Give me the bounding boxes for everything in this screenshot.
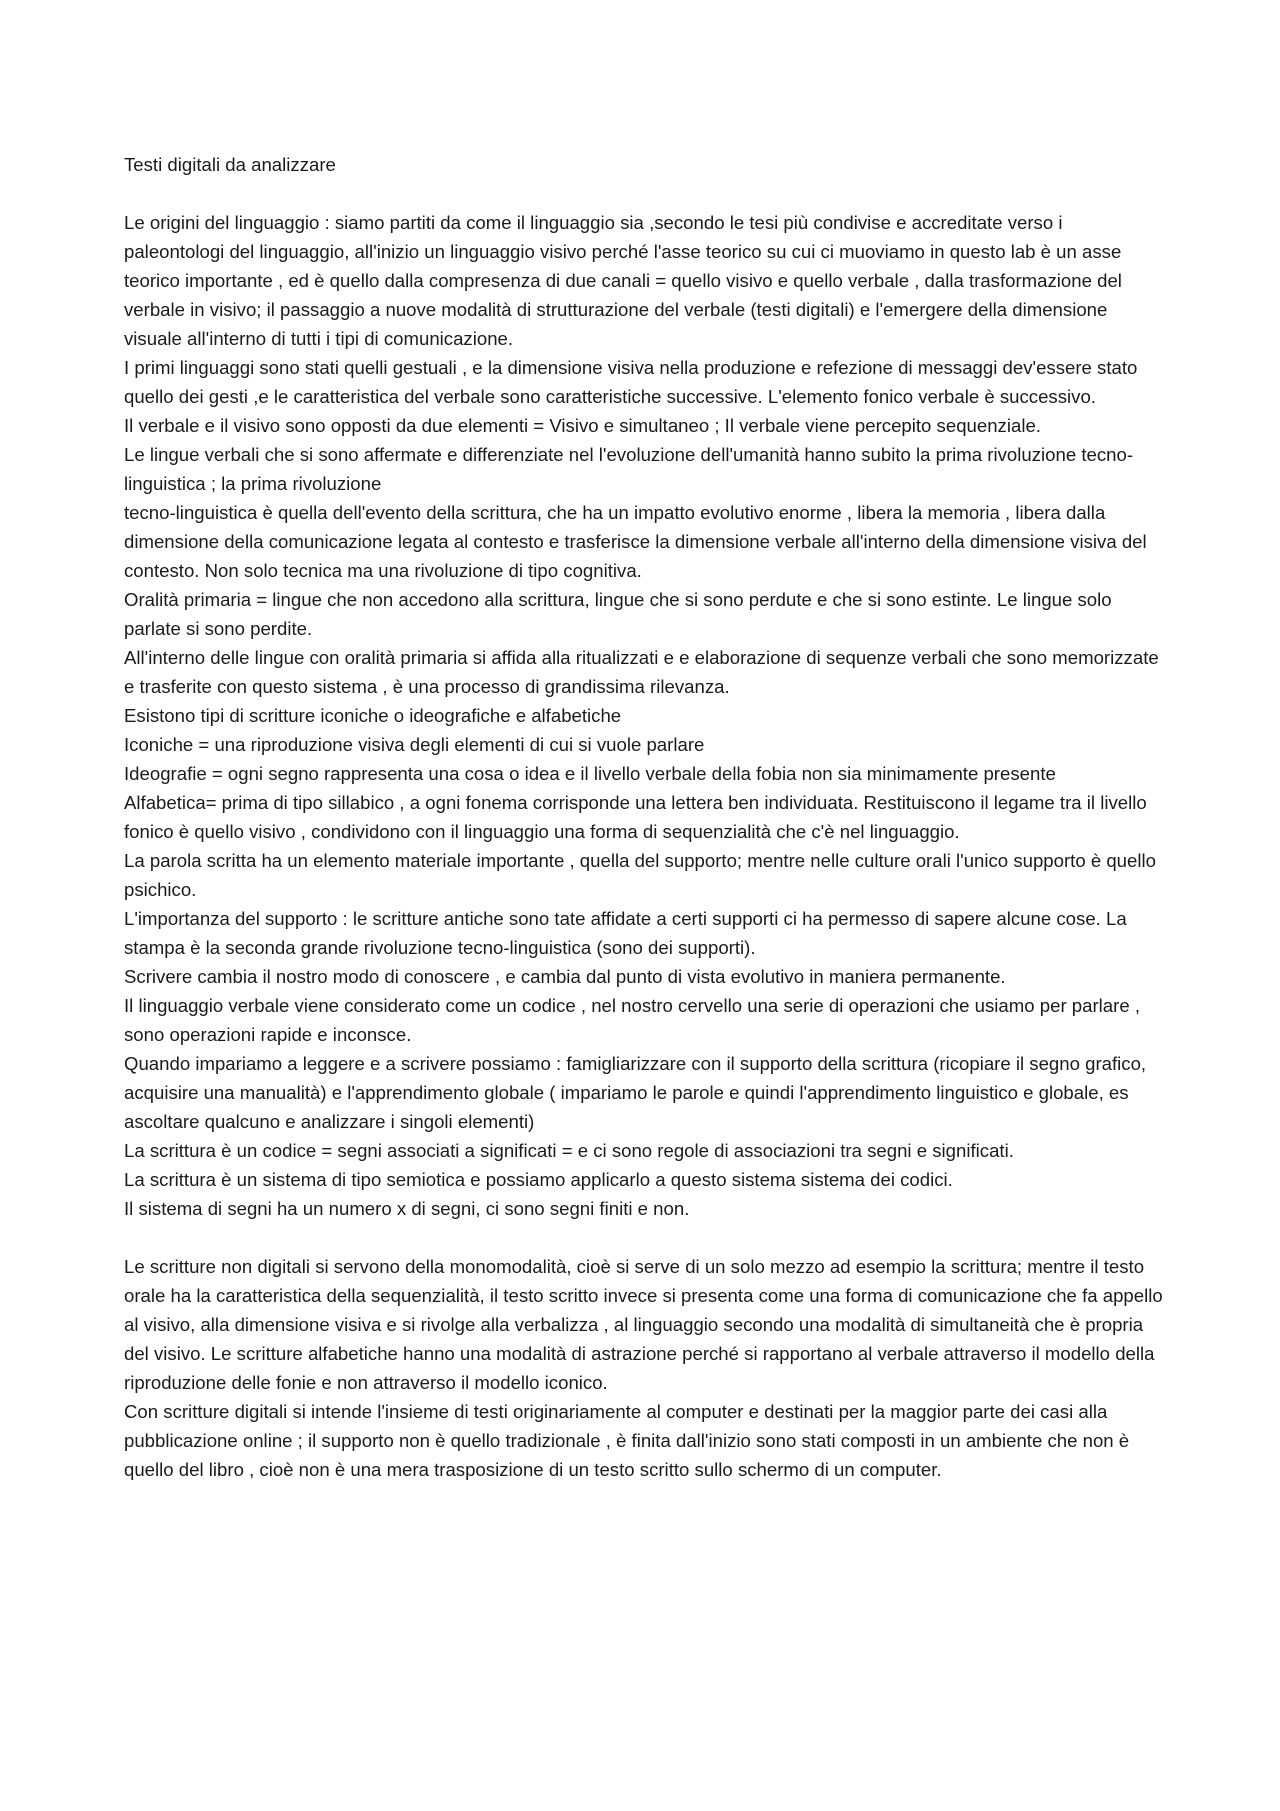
paragraph: Le scritture non digitali si servono della monomodalità, cioè si serve di un solo mezzo ad esempio la scrittura; mentre il testo orale ha la caratteristica della sequenzialità, il testo scritto invece si presenta come una forma di comunicazione che fa appello al visivo, alla dimensione visiva e si rivolge alla verbalizza , al linguaggio secondo una modalità di simultaneità che è propria del visivo. Le scritture alfabetiche hanno una modalità di astrazione perché si rapportano al verbale attraverso il modello della riproduzione delle fonie e non attraverso il modello iconico. xyxy=(124,1256,1163,1393)
paragraph: La parola scritta ha un elemento materiale importante , quella del supporto; mentre nelle culture orali l'unico supporto è quello psichico. xyxy=(124,850,1156,900)
document-page xyxy=(124,150,1164,1484)
paragraph: Scrivere cambia il nostro modo di conoscere , e cambia dal punto di vista evolutivo in maniera permanente. xyxy=(124,966,1006,987)
paragraph: Esistono tipi di scritture iconiche o ideografiche e alfabetiche xyxy=(124,705,622,726)
paragraph: Quando impariamo a leggere e a scrivere possiamo : famigliarizzare con il supporto della scrittura (ricopiare il segno grafico, acquisire una manualità) e l'apprendimento globale ( impariamo le parole e quindi l'apprendimento linguistico e globale, es ascoltare qualcuno e analizzare i singoli elementi) xyxy=(124,1053,1147,1132)
paragraph: L'importanza del supporto : le scritture antiche sono tate affidate a certi supporti ci ha permesso di sapere alcune cose. La stampa è la seconda grande rivoluzione tecno-linguistica (sono dei supporti). xyxy=(124,908,1127,958)
paragraph: Con scritture digitali si intende l'insieme di testi originariamente al computer e destinati per la maggior parte dei casi alla pubblicazione online ; il supporto non è quello tradizionale , è finita dall'inizio sono stati composti in un ambiente che non è quello del libro , cioè non è una mera trasposizione di un testo scritto sullo schermo di un computer. xyxy=(124,1401,1130,1480)
paragraph: I primi linguaggi sono stati quelli gestuali , e la dimensione visiva nella produzione e refezione di messaggi dev'essere stato quello dei gesti ,e le caratteristica del verbale sono caratteristiche successive. L'elemento fonico verbale è successivo. xyxy=(124,357,1138,407)
paragraph: Il sistema di segni ha un numero x di segni, ci sono segni finiti e non. xyxy=(124,1198,690,1219)
paragraph: Ideografie = ogni segno rappresenta una cosa o idea e il livello verbale della fobia non sia minimamente presente xyxy=(124,763,1056,784)
paragraph: Alfabetica= prima di tipo sillabico , a ogni fonema corrisponde una lettera ben individuata. Restituiscono il legame tra il livello fonico è quello visivo , condividono con il linguaggio una forma di sequenzialità che c'è nel linguaggio. xyxy=(124,792,1147,842)
paragraph: Il linguaggio verbale viene considerato come un codice , nel nostro cervello una serie di operazioni che usiamo per parlare , sono operazioni rapide e inconsce. xyxy=(124,995,1141,1045)
paragraph: Le origini del linguaggio : siamo partiti da come il linguaggio sia ,secondo le tesi più condivise e accreditate verso i paleontologi del linguaggio, all'inizio un linguaggio visivo perché l'asse teorico su cui ci muoviamo in questo lab è un asse teorico importante , ed è quello dalla compresenza di due canali = quello visivo e quello verbale , dalla trasformazione del verbale in visivo; il passaggio a nuove modalità di strutturazione del verbale (testi digitali) e l'emergere della dimensione visuale all'interno di tutti i tipi di comunicazione. xyxy=(124,212,1122,349)
paragraph: Il verbale e il visivo sono opposti da due elementi = Visivo e simultaneo ; Il verbale viene percepito sequenziale. xyxy=(124,415,1041,436)
section-1 xyxy=(124,208,1164,1223)
paragraph-gap xyxy=(124,1223,1164,1252)
paragraph: Le lingue verbali che si sono affermate e differenziate nel l'evoluzione dell'umanità hanno subito la prima rivoluzione tecno-linguistica ; la prima rivoluzione xyxy=(124,444,1134,494)
paragraph: Oralità primaria = lingue che non accedono alla scrittura, lingue che si sono perdute e che si sono estinte. Le lingue solo parlate si sono perdite. xyxy=(124,589,1112,639)
document-title: Testi digitali da analizzare xyxy=(124,154,336,175)
paragraph: La scrittura è un sistema di tipo semiotica e possiamo applicarlo a questo sistema sistema dei codici. xyxy=(124,1169,953,1190)
section-2 xyxy=(124,1252,1164,1484)
paragraph: All'interno delle lingue con oralità primaria si affida alla ritualizzati e e elaborazione di sequenze verbali che sono memorizzate e trasferite con questo sistema , è una processo di grandissima rilevanza. xyxy=(124,647,1159,697)
paragraph: tecno-linguistica è quella dell'evento della scrittura, che ha un impatto evolutivo enorme , libera la memoria , libera dalla dimensione della comunicazione legata al contesto e trasferisce la dimensione verbale all'interno della dimensione visiva del contesto. Non solo tecnica ma una rivoluzione di tipo cognitiva. xyxy=(124,502,1147,581)
paragraph: Iconiche = una riproduzione visiva degli elementi di cui si vuole parlare xyxy=(124,734,705,755)
paragraph: La scrittura è un codice = segni associati a significati = e ci sono regole di associazioni tra segni e significati. xyxy=(124,1140,1014,1161)
